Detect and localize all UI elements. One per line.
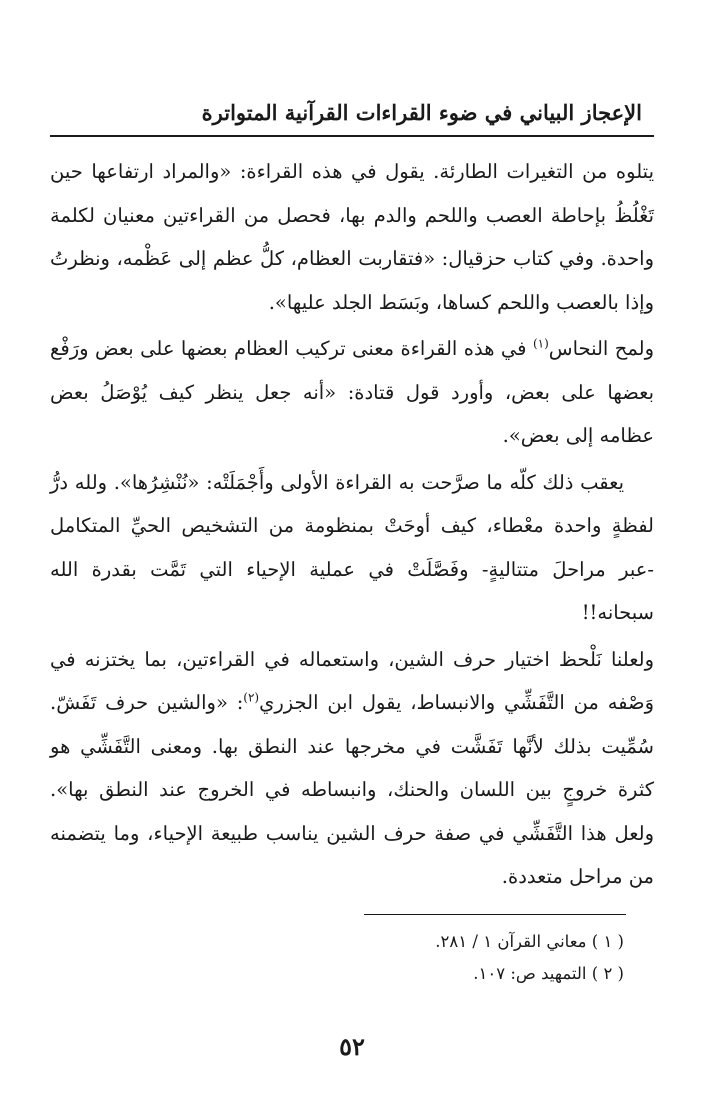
paragraph-2 xyxy=(50,327,654,458)
paragraph-1: يتلوه من التغيرات الطارئة. يقول في هذه القراءة: «والمراد ارتفاعها حين تَغْلُظُ بإحاطة العصب واللحم والدم بها، فحصل من القراءتين معنيان لكلمة واحدة. وفي كتاب حزقيال: «فتقاربت العظام، كلُّ عظم إلى عَظْمه، ونظرتُ وإذا بالعصب واللحم كساها، وبَسَط الجلد عليها». xyxy=(50,160,654,314)
page-number: ٥٢ xyxy=(339,1032,365,1061)
footnote-ref-1[interactable]: (١) xyxy=(532,336,549,351)
paragraph-2-rest: في هذه القراءة معنى تركيب العظام بعضها على بعض ورَفْع بعضها على بعض، وأورد قول قتادة: «أنه جعل ينظر كيف يُوْصَلُ بعض عظامه إلى بعض». xyxy=(50,337,654,447)
paragraph-4-rest: : «والشين حرف تَفَشّ. سُمِّيت بذلك لأنَّها تَفَشَّت في مخرجها عند النطق بها. ومعنى التَّفَشِّي هو كثرة خروجٍ بين اللسان والحنك، وانبساطه في الخروج عند النطق بها». ولعل هذا التَّفَشِّي في صفة حرف الشين يناسب طبيعة الإحياء، وما يتضمنه من مراحل متعددة. xyxy=(50,691,654,888)
paragraph-4-start: ولعلنا نَلْحظ اختيار حرف الشين، واستعماله في القراءتين، بما يختزنه في وَصْفه من التَّفَشِّي والانبساط، يقول ابن الجزري xyxy=(50,647,654,714)
footnote-1: ( ١ ) معاني القرآن ١ / ٢٨١. xyxy=(435,932,624,951)
paragraph-4 xyxy=(50,638,654,899)
footnotes xyxy=(50,926,624,990)
body-text xyxy=(50,150,654,899)
paragraph-3: يعقب ذلك كلّه ما صرَّحت به القراءة الأولى وأَجْمَلَتْه: «نُنْشِرُها». ولله درُّ لفظةٍ واحدة معْطاء، كيف أوحَتْ بمنظومة من التشخيص الحيِّ المتكامل -عبر مراحلَ متتاليةٍ- وفَصَّلَتْ في عملية الإحياء التي تَمَّت بقدرة الله سبحانه!! xyxy=(50,470,654,624)
running-header: الإعجاز البياني في ضوء القراءات القرآنية المتواترة xyxy=(201,100,642,125)
paragraph-2-start: ولمح النحاس xyxy=(548,337,654,360)
header-rule xyxy=(50,135,654,137)
footnote-ref-2[interactable]: (٢) xyxy=(243,690,260,705)
footnote-2: ( ٢ ) التمهيد ص: ١٠٧. xyxy=(473,964,624,983)
footnote-rule xyxy=(364,914,626,915)
